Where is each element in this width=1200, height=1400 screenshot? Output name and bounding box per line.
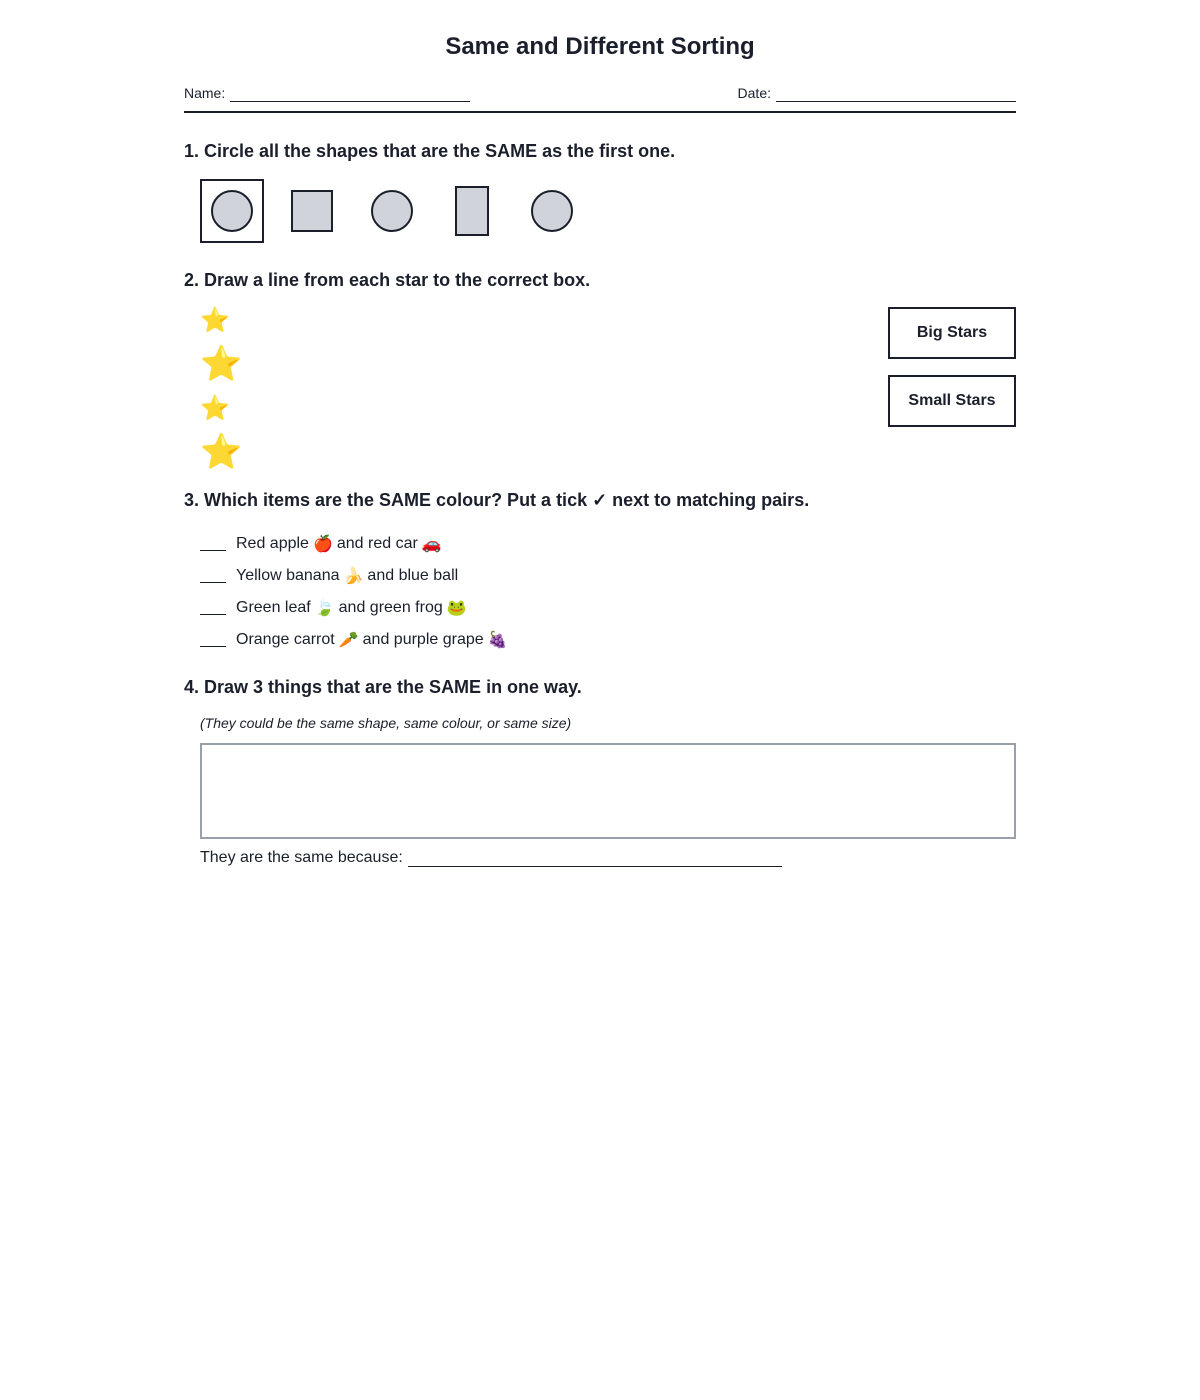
name-label: Name: — [184, 85, 226, 101]
shape-slot — [440, 179, 504, 243]
apple-icon: 🍎 — [312, 536, 333, 553]
small-star-icon[interactable]: ⭐ — [200, 395, 230, 422]
worksheet-page — [184, 0, 1016, 867]
leaf-icon: 🍃 — [314, 600, 335, 617]
item-b-label: red car — [368, 535, 418, 552]
circle-shape[interactable] — [371, 190, 413, 232]
circle-shape[interactable] — [211, 190, 253, 232]
car-icon: 🚗 — [421, 536, 442, 553]
item-b-label: green frog — [369, 599, 443, 616]
date-blank-line[interactable] — [776, 87, 1016, 102]
header-fields — [184, 84, 1016, 113]
question-4-hint: (They could be the same shape, same colour, or same size) — [200, 715, 572, 731]
question-4-prompt: 4. Draw 3 things that are the SAME in one way. — [184, 677, 582, 697]
name-field[interactable] — [184, 84, 470, 102]
item-a-label: Yellow banana — [236, 567, 340, 584]
carrot-icon: 🥕 — [338, 632, 359, 649]
big-star-icon[interactable]: ⭐ — [200, 345, 243, 383]
tick-blank[interactable] — [200, 538, 226, 551]
tick-blank[interactable] — [200, 570, 226, 583]
question-2-prompt: 2. Draw a line from each star to the correct box. — [184, 270, 591, 290]
item-b-label: purple grape — [393, 631, 484, 648]
shape-slot — [280, 179, 344, 243]
item-a-label: Green leaf — [236, 599, 311, 616]
reason-label: They are the same because: — [200, 849, 403, 866]
frog-icon: 🐸 — [446, 600, 467, 617]
reference-shape-box — [200, 179, 264, 243]
drawing-area[interactable] — [200, 743, 1016, 839]
small-stars-box[interactable]: Small Stars — [888, 375, 1016, 427]
grapes-icon: 🍇 — [487, 632, 508, 649]
colour-pair-list — [200, 528, 1016, 656]
small-star-icon[interactable]: ⭐ — [200, 307, 230, 334]
reason-row — [200, 849, 1016, 867]
worksheet-title: Same and Different Sorting — [445, 33, 755, 60]
pair-joiner: and — [362, 631, 390, 648]
name-blank-line[interactable] — [230, 87, 470, 102]
question-1-prompt: 1. Circle all the shapes that are the SAME as the first one. — [184, 141, 676, 161]
question-3-prompt: 3. Which items are the SAME colour? Put a tick ✓ next to matching pairs. — [184, 490, 810, 510]
item-a-label: Orange carrot — [236, 631, 335, 648]
item-b-label: blue ball — [398, 567, 459, 584]
big-star-icon[interactable]: ⭐ — [200, 433, 243, 471]
banana-icon: 🍌 — [343, 568, 364, 585]
list-item — [200, 528, 1016, 560]
circle-shape[interactable] — [531, 190, 573, 232]
list-item — [200, 592, 1016, 624]
date-label: Date: — [737, 85, 771, 101]
square-shape[interactable] — [291, 190, 333, 232]
tick-blank[interactable] — [200, 602, 226, 615]
big-stars-box[interactable]: Big Stars — [888, 307, 1016, 359]
pair-joiner: and — [338, 599, 366, 616]
shape-slot — [520, 179, 584, 243]
item-a-label: Red apple — [236, 535, 309, 552]
shape-slot — [360, 179, 424, 243]
star-matching-area — [184, 291, 1016, 471]
rectangle-shape[interactable] — [455, 186, 489, 236]
tick-blank[interactable] — [200, 634, 226, 647]
pair-joiner: and — [336, 535, 364, 552]
list-item — [200, 624, 1016, 656]
pair-joiner: and — [367, 567, 395, 584]
date-field[interactable] — [738, 84, 1016, 102]
shape-row — [200, 179, 1016, 243]
reason-blank-line[interactable] — [408, 852, 782, 867]
list-item — [200, 560, 1016, 592]
